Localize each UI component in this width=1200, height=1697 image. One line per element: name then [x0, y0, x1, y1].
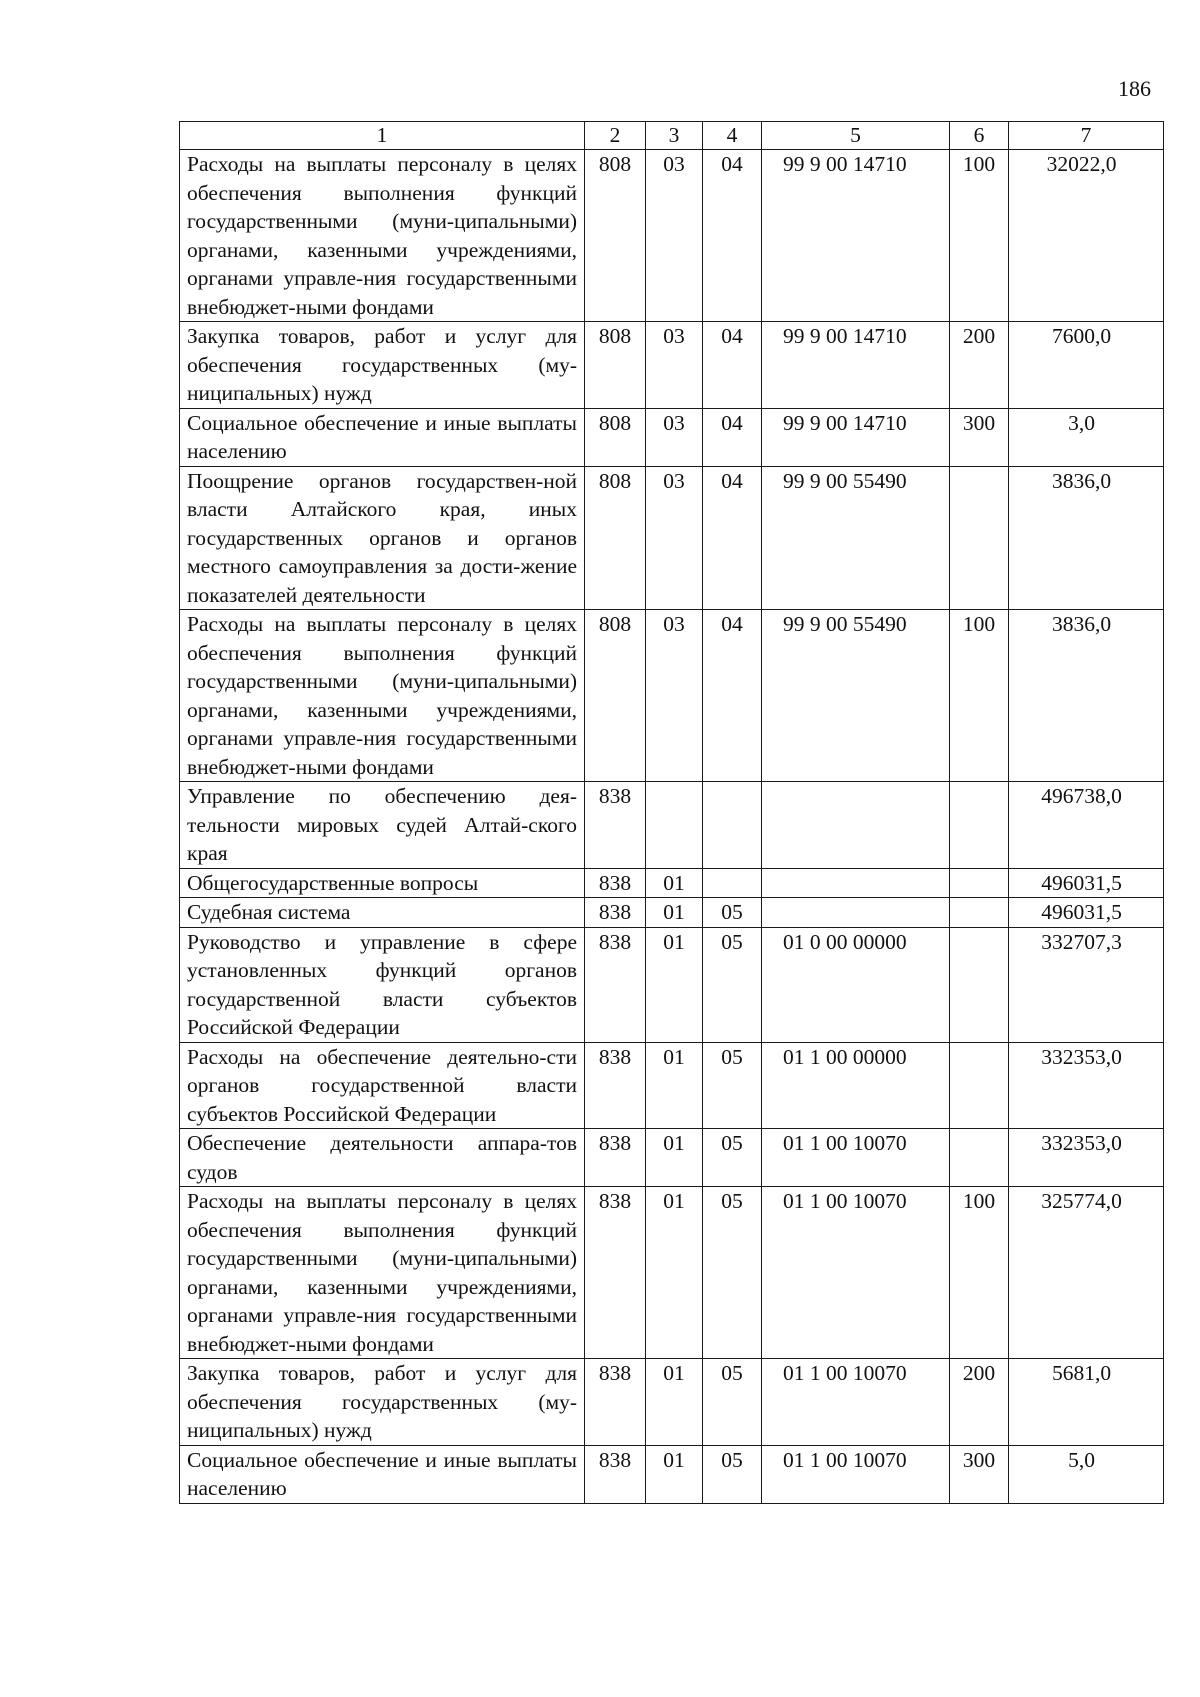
- cell-subsection: 04: [703, 408, 762, 466]
- column-header: 2: [585, 122, 646, 150]
- cell-target-article: 01 0 00 00000: [762, 927, 950, 1042]
- table-row: [180, 868, 1164, 898]
- budget-table: [179, 121, 1164, 1504]
- cell-target-article: 99 9 00 14710: [762, 408, 950, 466]
- cell-amount: 332353,0: [1009, 1042, 1164, 1129]
- table-row: [180, 1445, 1164, 1503]
- cell-name: Расходы на выплаты персоналу в целях обеспечения выполнения функций государственными (муни-ципальными) органами, казенными учреждениями, органами управле-ния государственными внебюджет-ными фондами: [180, 1187, 585, 1359]
- cell-ministry: 808: [585, 408, 646, 466]
- cell-expense-type: [950, 927, 1009, 1042]
- table-row: [180, 150, 1164, 322]
- cell-section: 03: [646, 408, 703, 466]
- cell-section: 03: [646, 322, 703, 409]
- cell-target-article: 01 1 00 00000: [762, 1042, 950, 1129]
- cell-expense-type: [950, 1129, 1009, 1187]
- table-row: [180, 782, 1164, 869]
- cell-subsection: [703, 868, 762, 898]
- cell-amount: 325774,0: [1009, 1187, 1164, 1359]
- cell-ministry: 838: [585, 927, 646, 1042]
- table-row: [180, 927, 1164, 1042]
- cell-section: 01: [646, 1042, 703, 1129]
- cell-expense-type: [950, 466, 1009, 610]
- cell-expense-type: 200: [950, 322, 1009, 409]
- cell-name: Расходы на выплаты персоналу в целях обеспечения выполнения функций государственными (муни-ципальными) органами, казенными учреждениями, органами управле-ния государственными внебюджет-ными фондами: [180, 150, 585, 322]
- cell-ministry: 808: [585, 466, 646, 610]
- cell-ministry: 838: [585, 1445, 646, 1503]
- cell-target-article: 01 1 00 10070: [762, 1445, 950, 1503]
- cell-section: 01: [646, 1129, 703, 1187]
- cell-ministry: 838: [585, 782, 646, 869]
- cell-ministry: 808: [585, 610, 646, 782]
- page-number: 186: [1118, 76, 1151, 101]
- cell-section: 01: [646, 898, 703, 928]
- cell-subsection: 04: [703, 150, 762, 322]
- cell-expense-type: [950, 898, 1009, 928]
- cell-amount: 5,0: [1009, 1445, 1164, 1503]
- table-row: [180, 610, 1164, 782]
- cell-section: 01: [646, 868, 703, 898]
- cell-ministry: 838: [585, 1042, 646, 1129]
- cell-subsection: 05: [703, 898, 762, 928]
- cell-expense-type: 100: [950, 1187, 1009, 1359]
- cell-expense-type: [950, 1042, 1009, 1129]
- header-row: [180, 122, 1164, 150]
- cell-target-article: 99 9 00 55490: [762, 610, 950, 782]
- cell-amount: 3836,0: [1009, 610, 1164, 782]
- cell-section: 01: [646, 1445, 703, 1503]
- cell-subsection: 05: [703, 1359, 762, 1446]
- cell-name: Социальное обеспечение и иные выплаты населению: [180, 408, 585, 466]
- cell-amount: 332707,3: [1009, 927, 1164, 1042]
- cell-subsection: 05: [703, 1187, 762, 1359]
- cell-subsection: 04: [703, 466, 762, 610]
- table-row: [180, 1187, 1164, 1359]
- table-row: [180, 322, 1164, 409]
- table-row: [180, 466, 1164, 610]
- cell-name: Закупка товаров, работ и услуг для обеспечения государственных (му-ниципальных) нужд: [180, 1359, 585, 1446]
- cell-section: [646, 782, 703, 869]
- cell-ministry: 838: [585, 868, 646, 898]
- cell-amount: 496031,5: [1009, 868, 1164, 898]
- column-header: 5: [762, 122, 950, 150]
- cell-name: Расходы на выплаты персоналу в целях обеспечения выполнения функций государственными (муни-ципальными) органами, казенными учреждениями, органами управле-ния государственными внебюджет-ными фондами: [180, 610, 585, 782]
- column-header: 1: [180, 122, 585, 150]
- cell-ministry: 838: [585, 1187, 646, 1359]
- cell-ministry: 808: [585, 322, 646, 409]
- cell-ministry: 838: [585, 898, 646, 928]
- cell-subsection: 05: [703, 927, 762, 1042]
- cell-expense-type: 100: [950, 150, 1009, 322]
- cell-name: Судебная система: [180, 898, 585, 928]
- cell-amount: 332353,0: [1009, 1129, 1164, 1187]
- cell-target-article: 01 1 00 10070: [762, 1129, 950, 1187]
- cell-expense-type: 300: [950, 1445, 1009, 1503]
- cell-amount: 3,0: [1009, 408, 1164, 466]
- column-header: 7: [1009, 122, 1164, 150]
- cell-amount: 3836,0: [1009, 466, 1164, 610]
- column-header: 3: [646, 122, 703, 150]
- cell-subsection: 04: [703, 610, 762, 782]
- cell-expense-type: 200: [950, 1359, 1009, 1446]
- cell-subsection: 05: [703, 1042, 762, 1129]
- cell-name: Поощрение органов государствен-ной власти Алтайского края, иных государственных органов и органов местного самоуправления за дости-жение показателей деятельности: [180, 466, 585, 610]
- cell-ministry: 838: [585, 1129, 646, 1187]
- table-row: [180, 898, 1164, 928]
- cell-section: 01: [646, 1359, 703, 1446]
- cell-subsection: 05: [703, 1129, 762, 1187]
- cell-target-article: 99 9 00 14710: [762, 322, 950, 409]
- table-row: [180, 408, 1164, 466]
- cell-target-article: 99 9 00 55490: [762, 466, 950, 610]
- cell-section: 01: [646, 927, 703, 1042]
- cell-target-article: [762, 898, 950, 928]
- cell-subsection: 05: [703, 1445, 762, 1503]
- cell-expense-type: [950, 868, 1009, 898]
- table-row: [180, 1359, 1164, 1446]
- column-header: 6: [950, 122, 1009, 150]
- cell-name: Закупка товаров, работ и услуг для обеспечения государственных (му-ниципальных) нужд: [180, 322, 585, 409]
- cell-expense-type: 300: [950, 408, 1009, 466]
- cell-ministry: 808: [585, 150, 646, 322]
- cell-target-article: 99 9 00 14710: [762, 150, 950, 322]
- cell-target-article: 01 1 00 10070: [762, 1187, 950, 1359]
- cell-amount: 7600,0: [1009, 322, 1164, 409]
- cell-name: Расходы на обеспечение деятельно-сти органов государственной власти субъектов Российской Федерации: [180, 1042, 585, 1129]
- cell-subsection: 04: [703, 322, 762, 409]
- table-row: [180, 1042, 1164, 1129]
- cell-ministry: 838: [585, 1359, 646, 1446]
- cell-name: Общегосударственные вопросы: [180, 868, 585, 898]
- cell-name: Управление по обеспечению дея-тельности мировых судей Алтай-ского края: [180, 782, 585, 869]
- cell-section: 03: [646, 466, 703, 610]
- cell-name: Обеспечение деятельности аппара-тов судов: [180, 1129, 585, 1187]
- cell-section: 01: [646, 1187, 703, 1359]
- cell-amount: 32022,0: [1009, 150, 1164, 322]
- cell-section: 03: [646, 150, 703, 322]
- cell-expense-type: [950, 782, 1009, 869]
- cell-amount: 496738,0: [1009, 782, 1164, 869]
- cell-amount: 5681,0: [1009, 1359, 1164, 1446]
- cell-section: 03: [646, 610, 703, 782]
- cell-subsection: [703, 782, 762, 869]
- table-row: [180, 1129, 1164, 1187]
- cell-amount: 496031,5: [1009, 898, 1164, 928]
- column-header: 4: [703, 122, 762, 150]
- cell-expense-type: 100: [950, 610, 1009, 782]
- cell-target-article: [762, 868, 950, 898]
- cell-target-article: [762, 782, 950, 869]
- cell-name: Руководство и управление в сфере установленных функций органов государственной власти субъектов Российской Федерации: [180, 927, 585, 1042]
- cell-target-article: 01 1 00 10070: [762, 1359, 950, 1446]
- cell-name: Социальное обеспечение и иные выплаты населению: [180, 1445, 585, 1503]
